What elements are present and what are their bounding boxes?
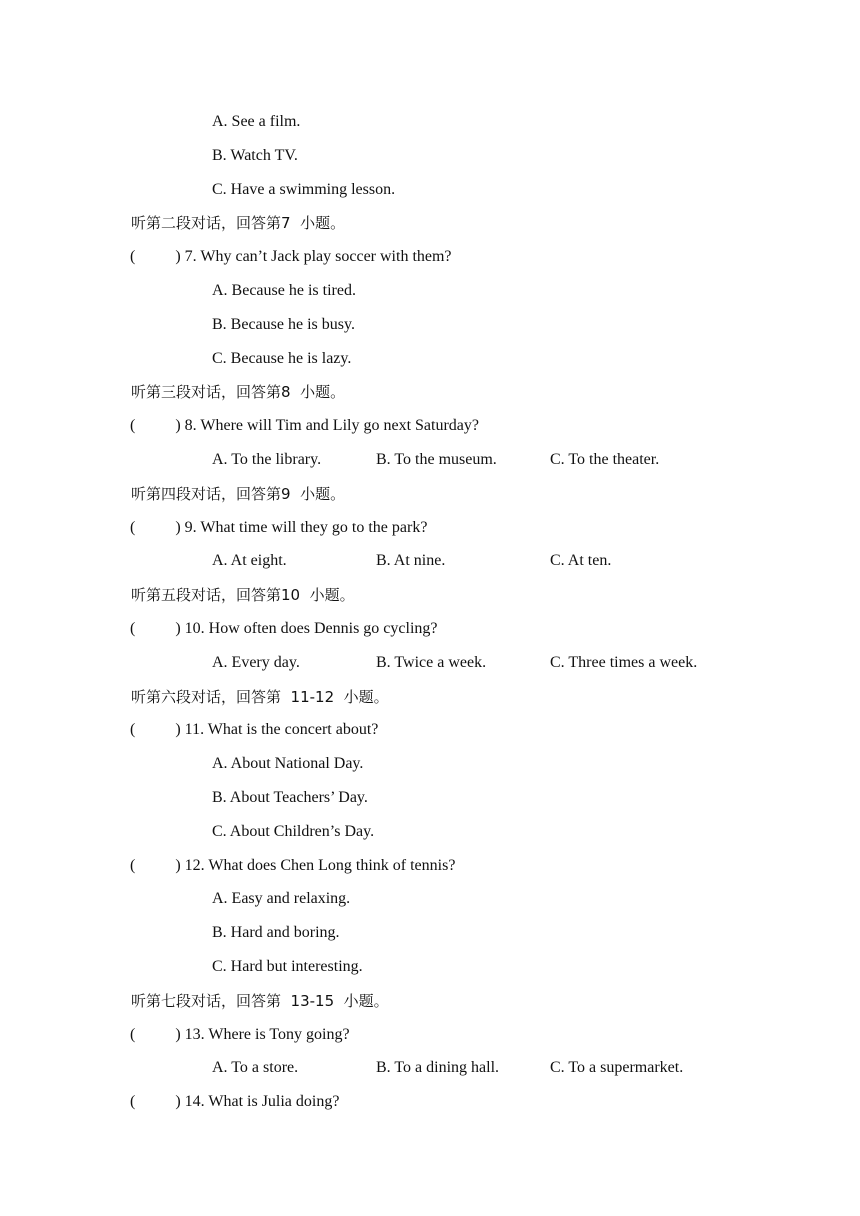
- question-line: ( ) 14. What is Julia doing?: [130, 1093, 340, 1110]
- option-c: C. To the theater.: [550, 451, 660, 468]
- section-heading: 听第六段对话，回答第 11-12 小题。: [131, 688, 389, 706]
- question-line: ( ) 12. What does Chen Long think of tennis?: [130, 857, 456, 874]
- option-row: [0, 551, 860, 571]
- option-line: B. Hard and boring.: [212, 924, 340, 941]
- question-line: ( ) 9. What time will they go to the park?: [130, 519, 428, 536]
- option-line: B. About Teachers’ Day.: [212, 789, 368, 806]
- option-row: [0, 653, 860, 673]
- option-row: [0, 450, 860, 470]
- section-heading: 听第五段对话，回答第10 小题。: [131, 586, 355, 604]
- option-line: C. Have a swimming lesson.: [212, 181, 396, 198]
- question-line: ( ) 13. Where is Tony going?: [130, 1026, 350, 1043]
- option-b: B. To a dining hall.: [376, 1059, 500, 1076]
- option-b: B. Twice a week.: [376, 654, 487, 671]
- option-c: C. Three times a week.: [550, 654, 698, 671]
- option-line: C. About Children’s Day.: [212, 823, 375, 840]
- option-c: C. At ten.: [550, 552, 612, 569]
- section-heading: 听第四段对话，回答第9 小题。: [131, 485, 346, 503]
- option-line: A. Because he is tired.: [212, 282, 356, 299]
- option-line: C. Hard but interesting.: [212, 958, 363, 975]
- question-line: ( ) 8. Where will Tim and Lily go next Saturday?: [130, 417, 479, 434]
- section-heading: 听第二段对话，回答第7 小题。: [131, 214, 346, 232]
- option-row: [0, 1058, 860, 1078]
- option-b: B. To the museum.: [376, 451, 497, 468]
- option-line: B. Watch TV.: [212, 147, 298, 164]
- option-a: A. To the library.: [212, 451, 322, 468]
- section-heading: 听第七段对话，回答第 13-15 小题。: [131, 992, 389, 1010]
- question-line: ( ) 11. What is the concert about?: [130, 721, 379, 738]
- option-line: B. Because he is busy.: [212, 316, 355, 333]
- option-line: C. Because he is lazy.: [212, 350, 352, 367]
- option-a: A. To a store.: [212, 1059, 299, 1076]
- option-a: A. At eight.: [212, 552, 287, 569]
- option-b: B. At nine.: [376, 552, 446, 569]
- option-line: A. Easy and relaxing.: [212, 890, 351, 907]
- option-line: A. See a film.: [212, 113, 301, 130]
- question-line: ( ) 10. How often does Dennis go cycling?: [130, 620, 438, 637]
- option-a: A. Every day.: [212, 654, 300, 671]
- question-line: ( ) 7. Why can’t Jack play soccer with them?: [130, 248, 452, 265]
- option-line: A. About National Day.: [212, 755, 364, 772]
- option-c: C. To a supermarket.: [550, 1059, 684, 1076]
- section-heading: 听第三段对话，回答第8 小题。: [131, 383, 346, 401]
